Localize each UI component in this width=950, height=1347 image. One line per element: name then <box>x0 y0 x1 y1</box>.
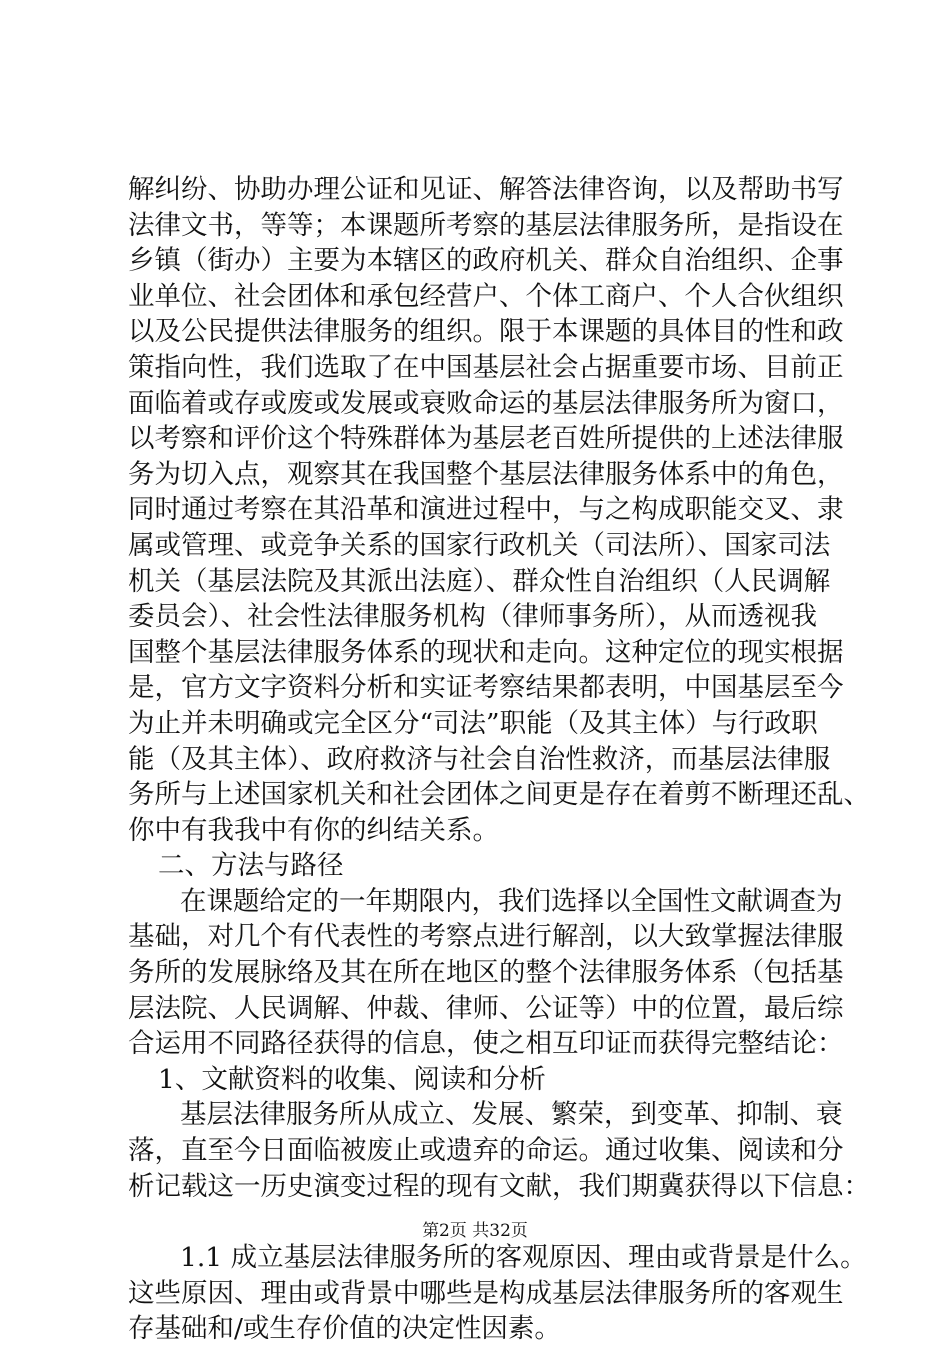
page-number-label: 第2页 共32页 <box>422 1221 528 1241</box>
text-line: 解纠纷、协助办理公证和见证、解答法律咨询，以及帮助书写 <box>128 174 844 205</box>
text-line: 这些原因、理由或背景中哪些是构成基层法律服务所的客观生 <box>128 1277 844 1309</box>
text-line: 你中有我我中有你的纠结关系。 <box>128 814 499 846</box>
text-line: 以及公民提供法律服务的组织。限于本课题的具体目的性和政 <box>128 316 844 348</box>
section-heading: 二、方法与路径 <box>158 850 344 882</box>
text-line: 同时通过考察在其沿革和演进过程中，与之构成职能交叉、隶 <box>128 494 844 526</box>
text-line: 机关（基层法院及其派出法庭）、群众性自治组织（人民调解 <box>128 565 831 597</box>
text-line: 属或管理、或竞争关系的国家行政机关（司法所）、国家司法 <box>128 529 831 561</box>
text-line: 国整个基层法律服务体系的现状和走向。这种定位的现实根据 <box>128 636 844 668</box>
text-line: 业单位、社会团体和承包经营户、个体工商户、个人合伙组织 <box>128 280 844 312</box>
text-line: 面临着或存或废或发展或衰败命运的基层法律服务所为窗口， <box>128 387 844 419</box>
text-line: 层法院、人民调解、仲裁、律师、公证等）中的位置，最后综 <box>128 992 844 1024</box>
subheading: 1、文献资料的收集、阅读和分析 <box>158 1063 546 1095</box>
text-line: 在课题给定的一年期限内，我们选择以全国性文献调查为 <box>180 885 843 917</box>
text-line: 为止并未明确或完全区分“司法”职能（及其主体）与行政职 <box>128 707 818 739</box>
text-line: 乡镇（街办）主要为本辖区的政府机关、群众自治组织、企事 <box>128 245 844 277</box>
text-line: 务为切入点，观察其在我国整个基层法律服务体系中的角色， <box>128 458 844 490</box>
page-footer <box>0 1216 950 1241</box>
text-line: 务所与上述国家机关和社会团体之间更是存在着剪不断理还乱、 <box>128 779 870 811</box>
text-line: 合运用不同路径获得的信息，使之相互印证而获得完整结论： <box>128 1028 844 1060</box>
text-line: 策指向性，我们选取了在中国基层社会占据重要市场、目前正 <box>128 351 844 383</box>
document-body <box>128 172 870 1347</box>
text-line: 以考察和评价这个特殊群体为基层老百姓所提供的上述法律服 <box>128 423 844 455</box>
text-line: 基础，对几个有代表性的考察点进行解剖，以大致掌握法律服 <box>128 921 844 953</box>
text-line: 法律文书，等等；本课题所考察的基层法律服务所，是指设在 <box>128 209 844 241</box>
text-line: 1.1 成立基层法律服务所的客观原因、理由或背景是什么。 <box>180 1242 867 1274</box>
text-line: 落，直至今日面临被废止或遗弃的命运。通过收集、阅读和分 <box>128 1135 844 1167</box>
text-line: 存基础和/或生存价值的决定性因素。 <box>128 1313 561 1345</box>
text-line: 析记载这一历史演变过程的现有文献，我们期冀获得以下信息： <box>128 1170 870 1202</box>
text-line: 务所的发展脉络及其在所在地区的整个法律服务体系（包括基 <box>128 957 844 989</box>
text-line: 能（及其主体）、政府救济与社会自治性救济，而基层法律服 <box>128 743 831 775</box>
text-line: 委员会）、社会性法律服务机构（律师事务所），从而透视我 <box>128 601 817 633</box>
text-line: 基层法律服务所从成立、发展、繁荣，到变革、抑制、衰 <box>180 1099 843 1131</box>
text-line: 是，官方文字资料分析和实证考察结果都表明，中国基层至今 <box>128 672 844 704</box>
